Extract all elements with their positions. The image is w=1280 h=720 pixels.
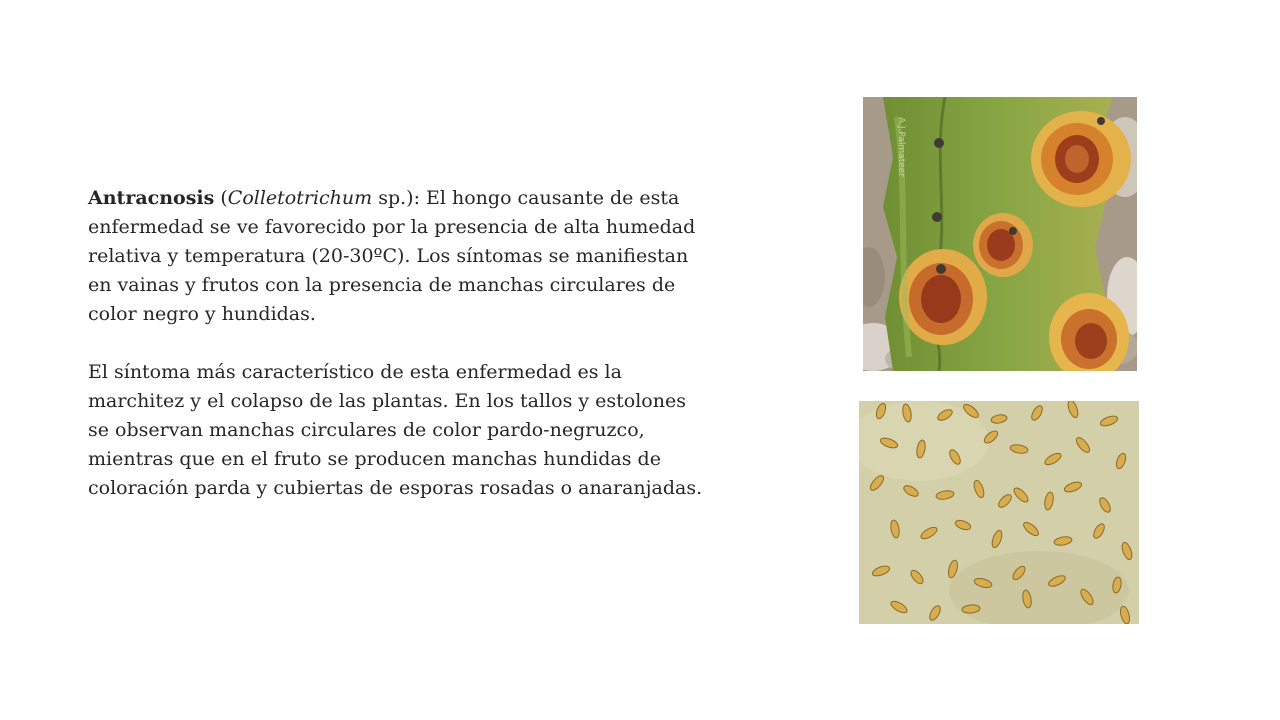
paragraph-anthracnose: [88, 184, 708, 329]
cactus-lesion-photo: [863, 97, 1137, 371]
cactus-lesion-illustration: [863, 97, 1137, 371]
paragraph-2-body: El síntoma más característico de esta enfermedad es la marchitez y el colapso de las plantas. En los tallos y estolones se observan manchas circulares de color pardo-negruzco, mientras que en el fruto se producen manchas hundidas de coloración parda y cubiertas de esporas rosadas o anaranjadas.: [88, 361, 703, 499]
paragraph-1-body: : El hongo causante de esta enfermedad se ve favorecido por la presencia de alta humedad relativa y temperatura (20-30ºC). Los síntomas se manifiestan en vainas y frutos con la presencia de manchas circulares de color negro y hundidas.: [88, 187, 696, 325]
text-block: [88, 184, 708, 503]
spores-micrograph-photo: [859, 401, 1139, 624]
paragraph-symptoms: [88, 358, 708, 503]
species-name: Colletotrichum: [227, 187, 373, 209]
open-paren: (: [214, 187, 228, 209]
spores-micrograph-illustration: [859, 401, 1139, 624]
species-suffix: sp.): [372, 187, 414, 209]
photo-watermark: A.J.Palmateer: [896, 117, 906, 177]
disease-term: Antracnosis: [88, 187, 215, 209]
